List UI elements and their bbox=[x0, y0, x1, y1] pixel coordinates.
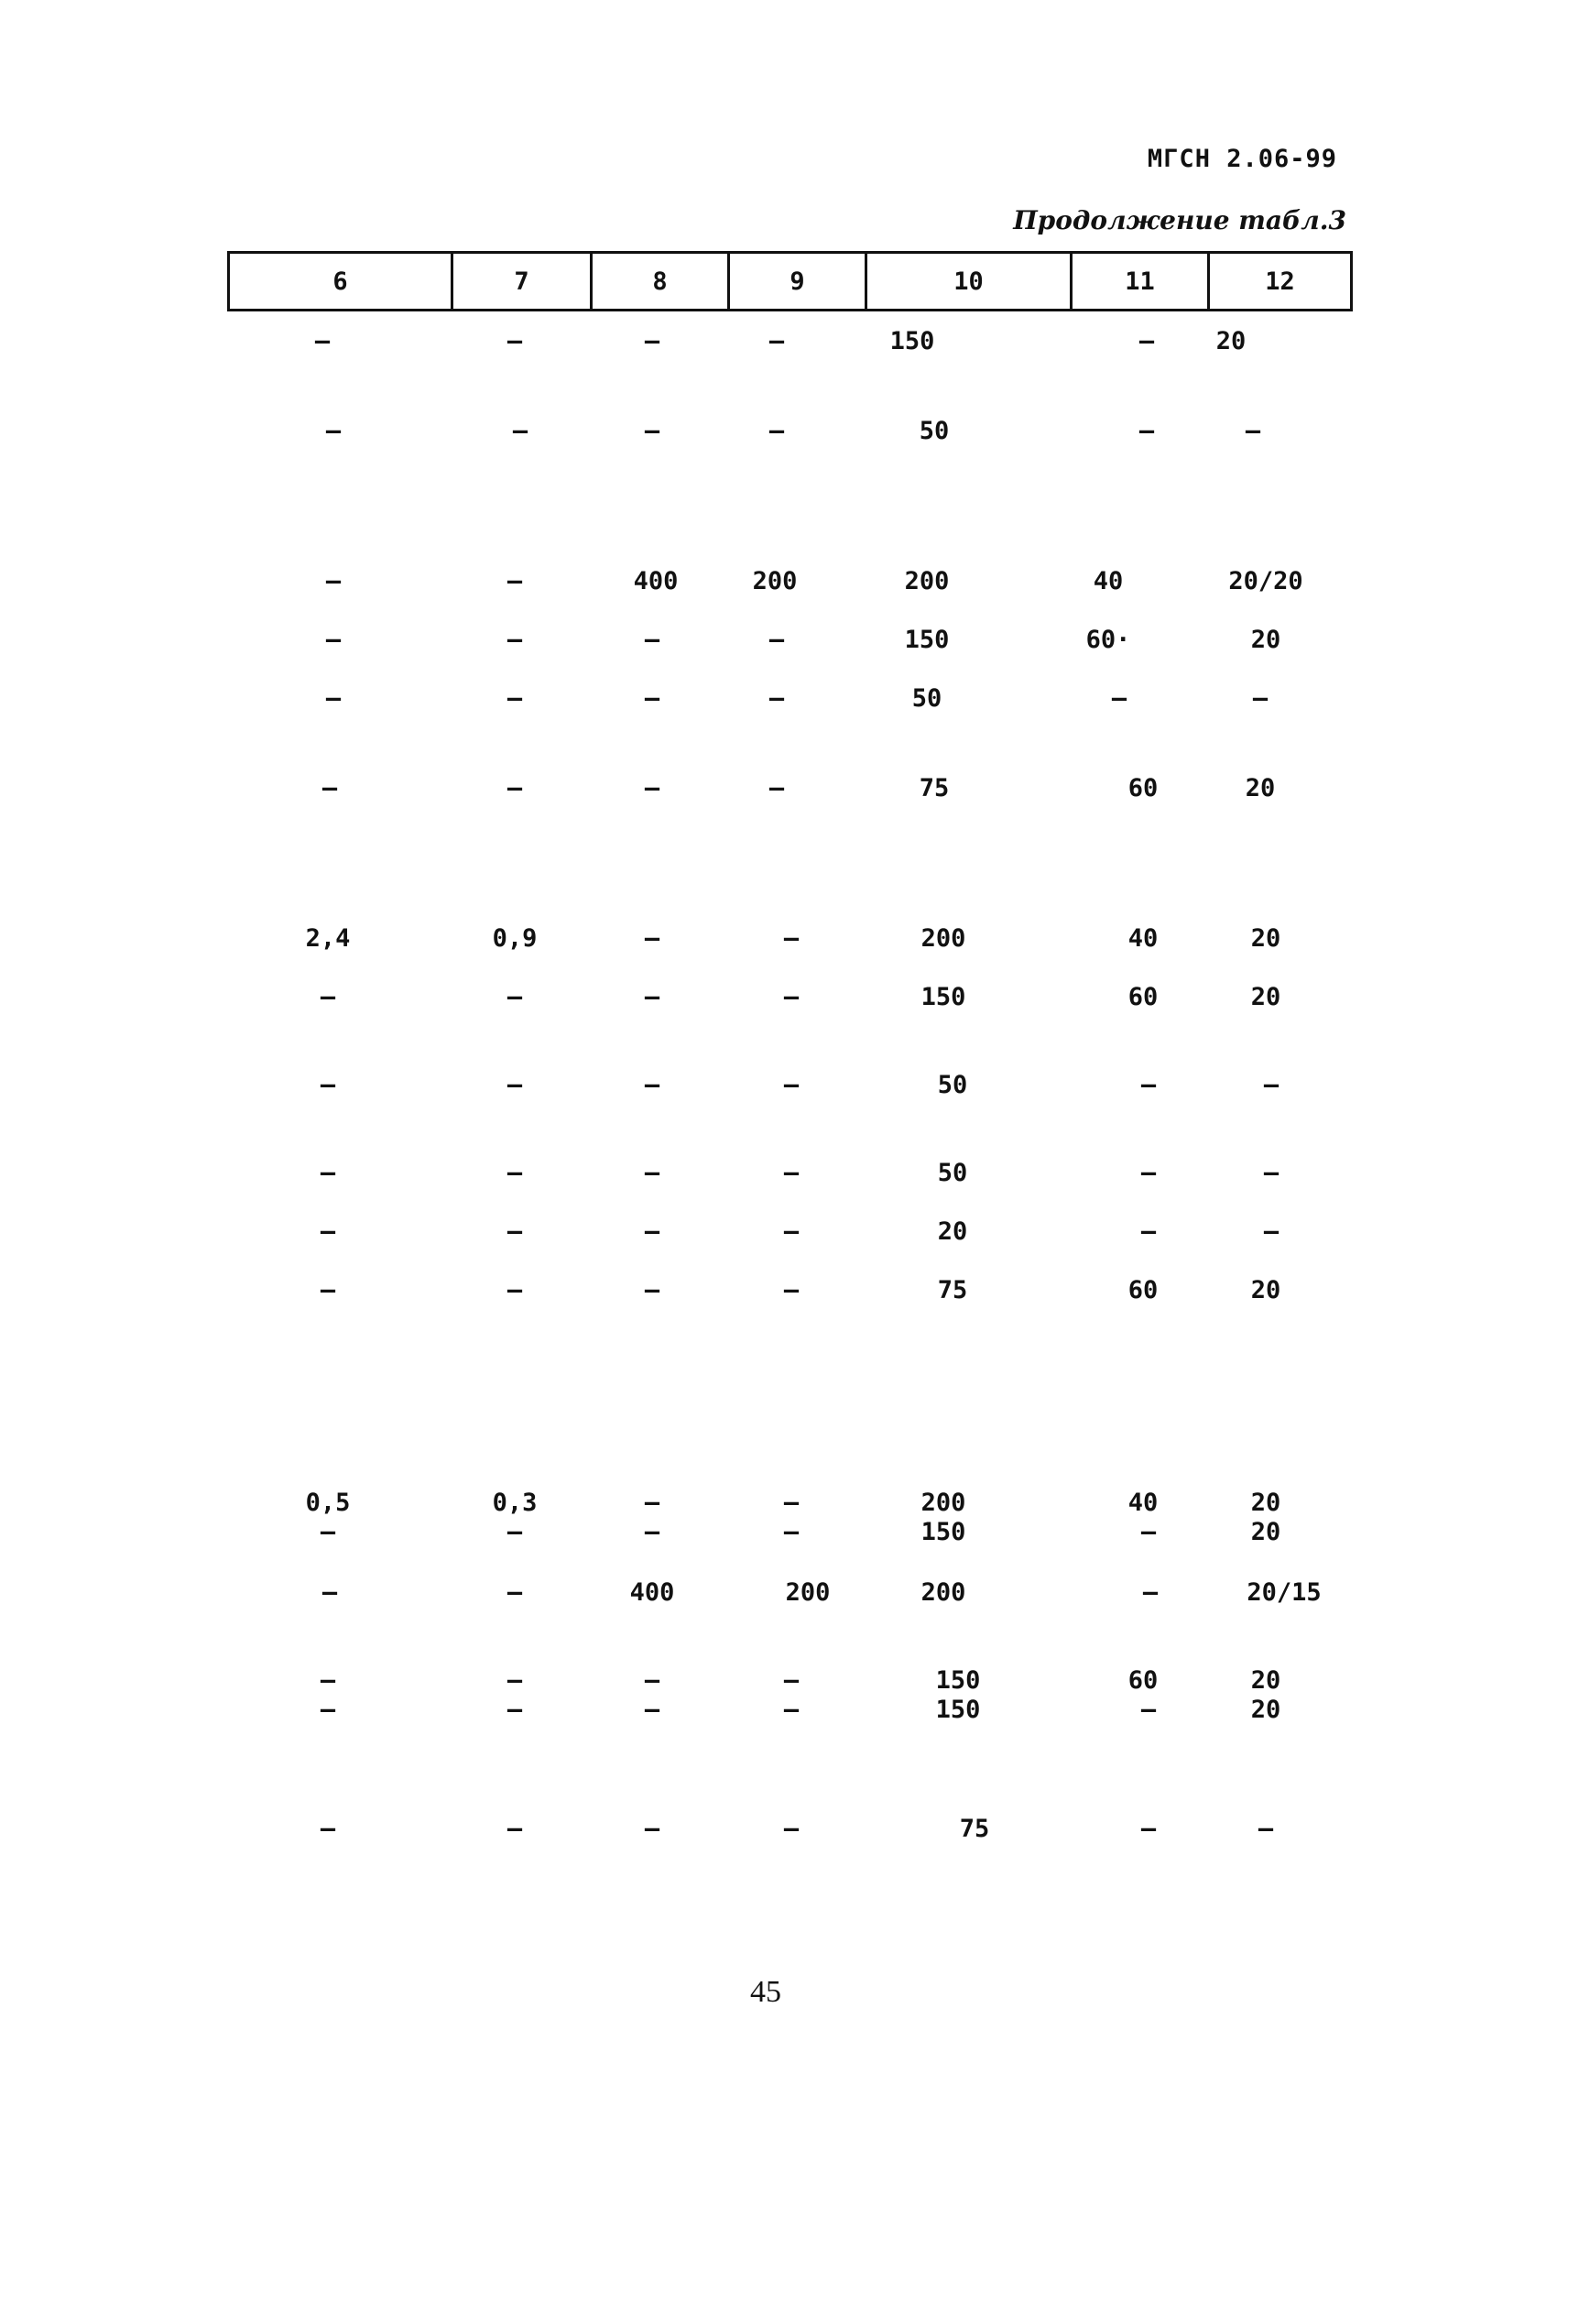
table-cell-col-6: – bbox=[320, 1815, 336, 1843]
table-cell-col-11: – bbox=[1140, 1518, 1157, 1546]
table-cell-col-10: 200 bbox=[920, 1489, 966, 1517]
table-cell-col-12: – bbox=[1252, 684, 1269, 713]
table-cell-col-6: – bbox=[325, 417, 342, 445]
table-cell-col-10: 150 bbox=[920, 983, 966, 1011]
table-cell-col-6: – bbox=[320, 1696, 336, 1724]
table-cell-col-9: – bbox=[783, 1071, 800, 1099]
document-code: МГСН 2.06-99 bbox=[1147, 145, 1337, 173]
table-cell-col-12: 20 bbox=[1250, 1666, 1281, 1695]
table-cell-col-9: – bbox=[768, 417, 785, 445]
table-cell-col-7: – bbox=[506, 774, 523, 802]
table-cell-col-7: – bbox=[506, 1578, 523, 1607]
table-cell-col-8: – bbox=[644, 1217, 660, 1246]
table-cell-col-7: – bbox=[506, 1815, 523, 1843]
column-header-10: 10 bbox=[866, 253, 1072, 311]
table-cell-col-6: – bbox=[321, 774, 338, 802]
table-cell-col-12: 20/20 bbox=[1228, 567, 1303, 595]
table-cell-col-6: – bbox=[320, 983, 336, 1011]
table-cell-col-7: – bbox=[506, 1159, 523, 1187]
table-cell-col-7: – bbox=[506, 1666, 523, 1695]
column-header-7: 7 bbox=[452, 253, 592, 311]
table-cell-col-8: – bbox=[644, 684, 660, 713]
table-cell-col-9: – bbox=[783, 1276, 800, 1304]
column-header-6: 6 bbox=[229, 253, 452, 311]
table-cell-col-9: – bbox=[783, 1489, 800, 1517]
table-cell-col-8: – bbox=[644, 1071, 660, 1099]
table-cell-col-11: 40 bbox=[1127, 924, 1159, 953]
column-header-9: 9 bbox=[729, 253, 866, 311]
page-number: 45 bbox=[750, 1975, 781, 2009]
column-header-11: 11 bbox=[1072, 253, 1209, 311]
table-cell-col-12: 20/15 bbox=[1247, 1578, 1322, 1607]
table-cell-col-10: 75 bbox=[959, 1815, 990, 1843]
table-cell-col-8: 400 bbox=[633, 567, 679, 595]
table-cell-col-10: 50 bbox=[937, 1159, 968, 1187]
table-cell-col-12: 20 bbox=[1245, 774, 1276, 802]
table-cell-col-10: 150 bbox=[904, 626, 950, 654]
table-cell-col-6: 2,4 bbox=[305, 924, 351, 953]
table-cell-col-9: – bbox=[783, 1666, 800, 1695]
table-cell-col-12: 20 bbox=[1250, 1276, 1281, 1304]
table-cell-col-9: – bbox=[783, 983, 800, 1011]
table-cell-col-6: – bbox=[314, 327, 331, 355]
table-cell-col-10: 75 bbox=[937, 1276, 968, 1304]
table-cell-col-9: – bbox=[768, 626, 785, 654]
table-cell-col-10: 200 bbox=[920, 1578, 966, 1607]
table-cell-col-10: 75 bbox=[919, 774, 950, 802]
table-cell-col-11: 40 bbox=[1093, 567, 1124, 595]
table-cell-col-11: 60 bbox=[1127, 1666, 1159, 1695]
table-cell-col-10: 50 bbox=[911, 684, 942, 713]
table-cell-col-8: – bbox=[644, 1489, 660, 1517]
table-cell-col-9: – bbox=[783, 1159, 800, 1187]
column-number-row bbox=[229, 253, 1352, 311]
table-cell-col-7: – bbox=[506, 1276, 523, 1304]
table-cell-col-6: – bbox=[325, 684, 342, 713]
table-cell-col-12: – bbox=[1258, 1815, 1274, 1843]
table-cell-col-8: – bbox=[644, 1696, 660, 1724]
table-cell-col-8: – bbox=[644, 327, 660, 355]
table-cell-col-6: – bbox=[325, 567, 342, 595]
table-cell-col-11: – bbox=[1138, 327, 1155, 355]
table-cell-col-10: 150 bbox=[935, 1666, 981, 1695]
table-cell-col-10: 50 bbox=[937, 1071, 968, 1099]
table-cell-col-9: – bbox=[783, 1518, 800, 1546]
table-cell-col-10: 200 bbox=[920, 924, 966, 953]
table-cell-col-11: – bbox=[1140, 1071, 1157, 1099]
table-cell-col-11: 40 bbox=[1127, 1489, 1159, 1517]
table-cell-col-8: – bbox=[644, 626, 660, 654]
table-cell-col-12: – bbox=[1245, 417, 1261, 445]
table-cell-col-10: 200 bbox=[904, 567, 950, 595]
table-cell-col-11: – bbox=[1140, 1815, 1157, 1843]
table-cell-col-7: – bbox=[506, 567, 523, 595]
table-cell-col-9: – bbox=[783, 924, 800, 953]
table-cell-col-12: 20 bbox=[1250, 1518, 1281, 1546]
table-cell-col-10: 150 bbox=[920, 1518, 966, 1546]
table-cell-col-7: – bbox=[506, 327, 523, 355]
table-cell-col-9: – bbox=[768, 774, 785, 802]
table-cell-col-9: – bbox=[783, 1217, 800, 1246]
table-cell-col-12: 20 bbox=[1250, 924, 1281, 953]
table-cell-col-7: – bbox=[506, 1217, 523, 1246]
table-cell-col-11: 60· bbox=[1085, 626, 1131, 654]
table-cell-col-12: 20 bbox=[1215, 327, 1247, 355]
table-cell-col-12: 20 bbox=[1250, 626, 1281, 654]
table-cell-col-6: – bbox=[320, 1666, 336, 1695]
table-cell-col-12: – bbox=[1263, 1217, 1280, 1246]
table-cell-col-8: – bbox=[644, 1276, 660, 1304]
table-cell-col-7: 0,3 bbox=[492, 1489, 538, 1517]
table-cell-col-7: – bbox=[506, 626, 523, 654]
table-cell-col-7: – bbox=[506, 983, 523, 1011]
table-cell-col-6: – bbox=[320, 1159, 336, 1187]
table-cell-col-9: – bbox=[768, 684, 785, 713]
table-cell-col-9: 200 bbox=[785, 1578, 831, 1607]
table-cell-col-6: 0,5 bbox=[305, 1489, 351, 1517]
column-header-12: 12 bbox=[1209, 253, 1352, 311]
table-cell-col-7: – bbox=[512, 417, 528, 445]
table-cell-col-8: – bbox=[644, 1518, 660, 1546]
table-cell-col-9: – bbox=[783, 1696, 800, 1724]
table-cell-col-8: 400 bbox=[629, 1578, 675, 1607]
table-cell-col-12: 20 bbox=[1250, 1696, 1281, 1724]
table-continuation-label: Продолжение табл.3 bbox=[1013, 205, 1346, 235]
table-cell-col-12: – bbox=[1263, 1159, 1280, 1187]
table-cell-col-6: – bbox=[320, 1217, 336, 1246]
table-cell-col-9: – bbox=[768, 327, 785, 355]
table-header bbox=[227, 251, 1353, 311]
table-cell-col-8: – bbox=[644, 924, 660, 953]
table-cell-col-9: – bbox=[783, 1815, 800, 1843]
table-cell-col-8: – bbox=[644, 417, 660, 445]
table-cell-col-7: – bbox=[506, 1518, 523, 1546]
table-cell-col-12: 20 bbox=[1250, 1489, 1281, 1517]
table-cell-col-11: – bbox=[1140, 1159, 1157, 1187]
table-cell-col-8: – bbox=[644, 1159, 660, 1187]
table-cell-col-6: – bbox=[320, 1276, 336, 1304]
table-cell-col-6: – bbox=[321, 1578, 338, 1607]
table-cell-col-10: 20 bbox=[937, 1217, 968, 1246]
table-cell-col-11: 60 bbox=[1127, 983, 1159, 1011]
table-cell-col-11: 60 bbox=[1127, 774, 1159, 802]
table-cell-col-9: 200 bbox=[752, 567, 798, 595]
table-cell-col-6: – bbox=[320, 1071, 336, 1099]
table-cell-col-12: 20 bbox=[1250, 983, 1281, 1011]
table-cell-col-7: – bbox=[506, 1071, 523, 1099]
table-cell-col-10: 50 bbox=[919, 417, 950, 445]
table-cell-col-11: – bbox=[1140, 1217, 1157, 1246]
table-cell-col-10: 150 bbox=[889, 327, 935, 355]
table-cell-col-7: – bbox=[506, 1696, 523, 1724]
table-cell-col-8: – bbox=[644, 1815, 660, 1843]
table-cell-col-12: – bbox=[1263, 1071, 1280, 1099]
table-cell-col-6: – bbox=[320, 1518, 336, 1546]
table-cell-col-8: – bbox=[644, 1666, 660, 1695]
table-cell-col-6: – bbox=[325, 626, 342, 654]
table-cell-col-10: 150 bbox=[935, 1696, 981, 1724]
table-cell-col-8: – bbox=[644, 983, 660, 1011]
table-cell-col-11: – bbox=[1142, 1578, 1159, 1607]
table-cell-col-11: – bbox=[1140, 1696, 1157, 1724]
table-cell-col-11: – bbox=[1111, 684, 1127, 713]
table-cell-col-7: 0,9 bbox=[492, 924, 538, 953]
table-cell-col-11: 60 bbox=[1127, 1276, 1159, 1304]
table-cell-col-7: – bbox=[506, 684, 523, 713]
table-cell-col-8: – bbox=[644, 774, 660, 802]
column-header-8: 8 bbox=[592, 253, 729, 311]
table-cell-col-11: – bbox=[1138, 417, 1155, 445]
